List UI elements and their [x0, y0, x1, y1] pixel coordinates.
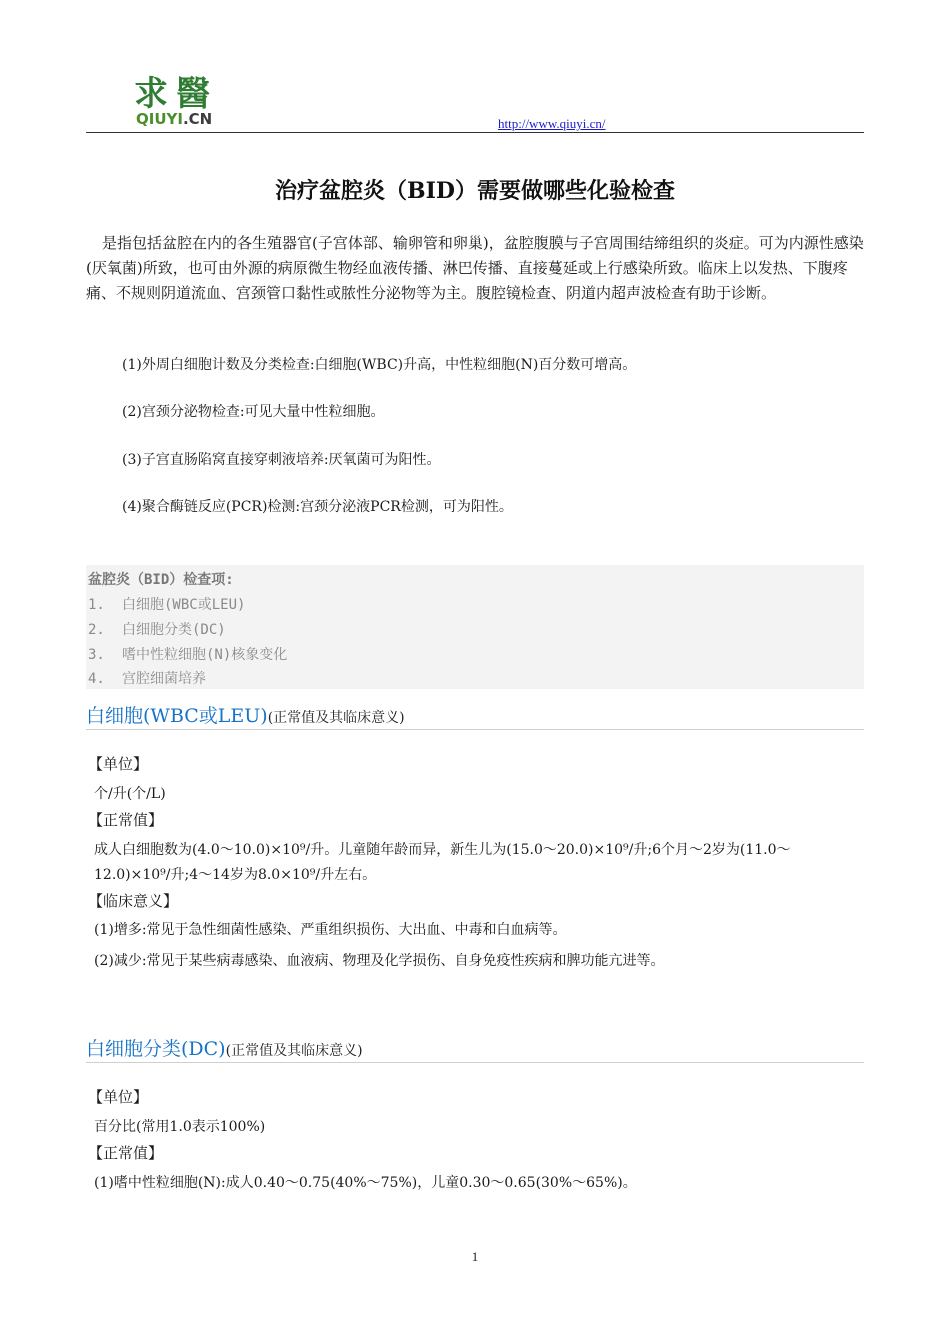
header-divider	[86, 132, 864, 133]
header-url-link[interactable]: http://www.qiuyi.cn/	[498, 116, 606, 131]
intro-paragraph: 是指包括盆腔在内的各生殖器官(子宫体部、输卵管和卵巢)，盆腔腹膜与子宫周围结缔组织的炎症。可为内源性感染(厌氧菌)所致，也可由外源的病原微生物经血液传播、淋巴传播、直接蔓延或上行感染所致。临床上以发热、下腹疼痛、不规则阴道流血、宫颈管口黏性或脓性分泌物等为主。腹腔镜检查、阴道内超声波检查有助于诊断。	[86, 234, 864, 302]
page-number: 1	[471, 1249, 479, 1264]
exam-list-item	[88, 594, 245, 614]
section-heading-dc	[86, 1034, 864, 1063]
exam-list-num: 2.	[88, 622, 105, 638]
clinical-item: (1)增多:常见于急性细菌性感染、严重组织损伤、大出血、中毒和白血病等。	[94, 922, 567, 938]
clinical-label: 【临床意义】	[88, 892, 179, 910]
logo-text-a: QIUYI	[136, 110, 183, 128]
unit-label: 【单位】	[88, 1088, 149, 1106]
unit-value: 个/升(个/L)	[94, 786, 166, 802]
exam-item: (4)聚合酶链反应(PCR)检测:宫颈分泌液PCR检测，可为阳性。	[122, 499, 513, 515]
normal-value: (1)嗜中性粒细胞(N):成人0.40～0.75(40%～75%)，儿童0.30～0.65(30%～65%)。	[94, 1175, 637, 1191]
exam-list-box	[86, 565, 864, 689]
normal-value: 成人白细胞数为(4.0～10.0)×10⁹/升。儿童随年龄而异，新生儿为(15.0～20.0)×10⁹/升;6个月～2岁为(11.0～12.0)×10⁹/升;4～14岁为8.0×10⁹/升左右。	[94, 842, 791, 883]
exam-list-item	[88, 644, 287, 664]
exam-list-num: 3.	[88, 647, 105, 663]
unit-value: 百分比(常用1.0表示100%)	[94, 1119, 266, 1135]
normal-label: 【正常值】	[88, 811, 164, 829]
exam-list-num: 4.	[88, 671, 105, 687]
logo-text-b: .CN	[182, 110, 213, 128]
logo-text	[136, 110, 212, 128]
section-subtitle: (正常值及其临床意义)	[225, 1043, 363, 1059]
logo-mark: 求醫	[134, 74, 218, 114]
exam-list-text: 白细胞分类(DC)	[122, 622, 226, 638]
exam-list-text: 白细胞(WBC或LEU)	[122, 597, 246, 613]
exam-list-item	[88, 668, 206, 688]
exam-list-item	[88, 619, 226, 639]
section-title: 白细胞分类(DC)	[86, 1038, 226, 1060]
exam-item: (3)子宫直肠陷窝直接穿刺液培养:厌氧菌可为阳性。	[122, 452, 441, 468]
normal-label: 【正常值】	[88, 1144, 164, 1162]
clinical-item: (2)减少:常见于某些病毒感染、血液病、物理及化学损伤、自身免疫性疾病和脾功能亢进等。	[94, 953, 665, 969]
exam-list-text: 嗜中性粒细胞(N)核象变化	[122, 647, 288, 663]
exam-list-title: 盆腔炎（BID）检查项:	[88, 572, 234, 588]
exam-item: (2)宫颈分泌物检查:可见大量中性粒细胞。	[122, 404, 385, 420]
qiuyi-logo[interactable]	[130, 66, 230, 130]
exam-item: (1)外周白细胞计数及分类检查:白细胞(WBC)升高，中性粒细胞(N)百分数可增高。	[122, 357, 637, 373]
unit-label: 【单位】	[88, 755, 149, 773]
section-subtitle: (正常值及其临床意义)	[267, 710, 405, 726]
section-heading-wbc	[86, 701, 864, 730]
page-title: 治疗盆腔炎（BID）需要做哪些化验检查	[275, 178, 675, 204]
exam-list-num: 1.	[88, 597, 105, 613]
section-title: 白细胞(WBC或LEU)	[86, 705, 268, 727]
exam-list-text: 宫腔细菌培养	[122, 671, 206, 687]
